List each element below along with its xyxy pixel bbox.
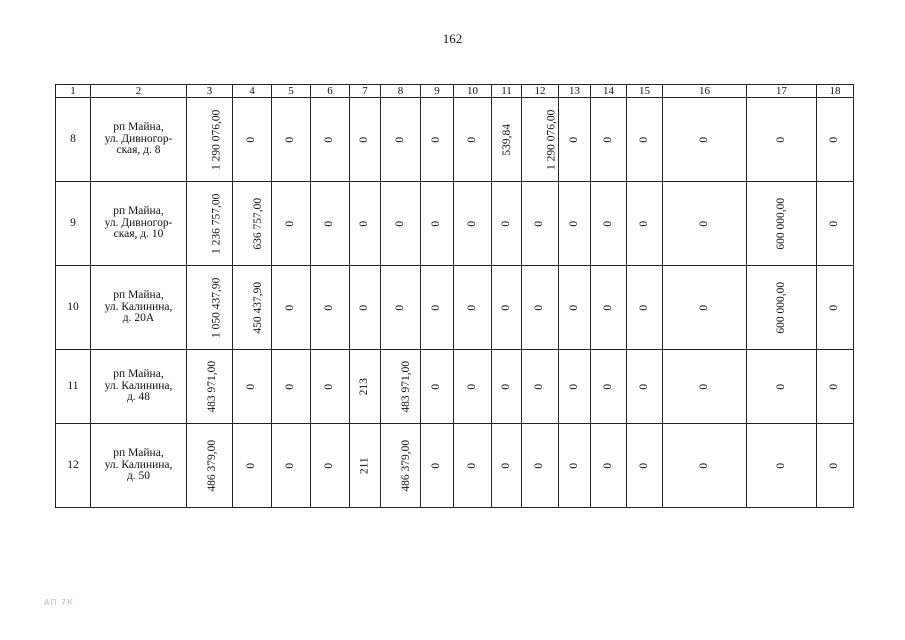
value-cell: [663, 98, 747, 182]
vertical-value: 0: [245, 136, 258, 143]
vertical-value: 0: [828, 220, 841, 227]
value-cell: [663, 424, 747, 508]
vertical-value: 0: [499, 304, 512, 311]
vertical-value: 0: [499, 383, 512, 390]
value-cell: [187, 182, 233, 266]
address-line: д. 48: [126, 391, 151, 404]
value-cell: [187, 266, 233, 350]
vertical-value: 0: [533, 462, 546, 469]
vertical-value: 0: [774, 136, 787, 143]
value-cell: [522, 266, 559, 350]
value-cell: [747, 182, 817, 266]
row-number: 12: [56, 424, 91, 508]
address-line: рп Майна,: [113, 447, 164, 460]
scan-mark: АП 7К: [44, 598, 74, 607]
vertical-value: 450 437,90: [252, 281, 265, 334]
vertical-value: 0: [430, 383, 443, 390]
value-cell: [421, 98, 454, 182]
vertical-value: 0: [358, 304, 371, 311]
vertical-value: 0: [393, 304, 406, 311]
value-cell: [492, 350, 522, 424]
address-line: рп Майна,: [113, 368, 164, 381]
address-line: ул. Калинина,: [104, 458, 173, 471]
value-cell: [381, 182, 421, 266]
header-cell: 4: [233, 85, 272, 98]
value-cell: [663, 266, 747, 350]
value-cell: [817, 350, 854, 424]
value-cell: [559, 98, 591, 182]
data-table: [55, 84, 854, 508]
value-cell: [272, 350, 311, 424]
value-cell: [454, 98, 492, 182]
value-cell: [350, 182, 381, 266]
value-cell: [492, 424, 522, 508]
vertical-value: 0: [828, 136, 841, 143]
value-cell: [454, 182, 492, 266]
header-cell: 11: [492, 85, 522, 98]
vertical-value: 636 757,00: [252, 197, 265, 250]
table-row: [56, 266, 854, 350]
header-cell: 13: [559, 85, 591, 98]
vertical-value: 0: [465, 220, 478, 227]
vertical-value: 0: [637, 304, 650, 311]
vertical-value: 486 379,00: [206, 439, 219, 492]
value-cell: [233, 424, 272, 508]
vertical-value: 0: [430, 220, 443, 227]
address-line: д. 20А: [122, 312, 155, 325]
value-cell: [591, 266, 627, 350]
vertical-value: 0: [284, 383, 297, 390]
vertical-value: 0: [323, 220, 336, 227]
value-cell: [421, 182, 454, 266]
value-cell: [187, 350, 233, 424]
vertical-value: 0: [499, 462, 512, 469]
vertical-value: 0: [601, 136, 614, 143]
value-cell: [381, 424, 421, 508]
address-line: ул. Дивногор-: [104, 132, 173, 145]
row-number: 9: [56, 182, 91, 266]
value-cell: [559, 266, 591, 350]
vertical-value: 0: [774, 383, 787, 390]
header-cell: 8: [381, 85, 421, 98]
header-cell: 9: [421, 85, 454, 98]
value-cell: [272, 266, 311, 350]
header-row: [56, 85, 854, 98]
header-cell: 2: [91, 85, 187, 98]
address-line: рп Майна,: [113, 205, 164, 218]
vertical-value: 0: [430, 136, 443, 143]
vertical-value: 0: [774, 462, 787, 469]
value-cell: [187, 98, 233, 182]
value-cell: [747, 98, 817, 182]
value-cell: [817, 424, 854, 508]
vertical-value: 0: [358, 220, 371, 227]
value-cell: [747, 424, 817, 508]
value-cell: [591, 350, 627, 424]
value-cell: [350, 98, 381, 182]
value-cell: [559, 182, 591, 266]
header-cell: 6: [311, 85, 350, 98]
vertical-value: 0: [697, 462, 710, 469]
vertical-value: 0: [245, 462, 258, 469]
vertical-value: 0: [323, 136, 336, 143]
vertical-value: 0: [601, 220, 614, 227]
header-cell: 5: [272, 85, 311, 98]
value-cell: [350, 266, 381, 350]
header-cell: 3: [187, 85, 233, 98]
value-cell: [311, 350, 350, 424]
address-cell: [91, 350, 187, 424]
vertical-value: 539,84: [501, 123, 514, 156]
vertical-value: 0: [499, 220, 512, 227]
vertical-value: 0: [601, 304, 614, 311]
value-cell: [627, 98, 663, 182]
address-cell: [91, 98, 187, 182]
vertical-value: 0: [567, 220, 580, 227]
value-cell: [187, 424, 233, 508]
value-cell: [233, 266, 272, 350]
value-cell: [747, 350, 817, 424]
vertical-value: 0: [637, 462, 650, 469]
address-line: ул. Дивногор-: [104, 216, 173, 229]
address-line: ская, д. 8: [116, 144, 161, 157]
vertical-value: 0: [323, 383, 336, 390]
value-cell: [591, 182, 627, 266]
vertical-value: 1 290 076,00: [545, 109, 558, 170]
header-cell: 12: [522, 85, 559, 98]
table-row: [56, 350, 854, 424]
header-cell: 17: [747, 85, 817, 98]
address-line: ул. Калинина,: [104, 379, 173, 392]
value-cell: [627, 424, 663, 508]
value-cell: [311, 266, 350, 350]
vertical-value: 0: [697, 304, 710, 311]
vertical-value: 0: [323, 304, 336, 311]
vertical-value: 0: [430, 304, 443, 311]
value-cell: [454, 350, 492, 424]
value-cell: [663, 182, 747, 266]
vertical-value: 213: [358, 377, 371, 396]
header-cell: 15: [627, 85, 663, 98]
vertical-value: 0: [567, 462, 580, 469]
vertical-value: 0: [637, 136, 650, 143]
vertical-value: 0: [828, 462, 841, 469]
value-cell: [454, 424, 492, 508]
vertical-value: 0: [567, 304, 580, 311]
value-cell: [421, 424, 454, 508]
value-cell: [311, 182, 350, 266]
vertical-value: 0: [430, 462, 443, 469]
value-cell: [311, 424, 350, 508]
row-number: 11: [56, 350, 91, 424]
value-cell: [663, 350, 747, 424]
vertical-value: 0: [567, 136, 580, 143]
address-cell: [91, 266, 187, 350]
value-cell: [591, 98, 627, 182]
vertical-value: 0: [828, 304, 841, 311]
value-cell: [381, 98, 421, 182]
vertical-value: 1 050 437,90: [210, 277, 223, 338]
vertical-value: 0: [567, 383, 580, 390]
vertical-value: 0: [465, 383, 478, 390]
value-cell: [747, 266, 817, 350]
value-cell: [381, 266, 421, 350]
value-cell: [627, 266, 663, 350]
value-cell: [311, 98, 350, 182]
vertical-value: 486 379,00: [400, 439, 413, 492]
vertical-value: 0: [533, 220, 546, 227]
value-cell: [559, 350, 591, 424]
vertical-value: 0: [637, 220, 650, 227]
vertical-value: 0: [393, 220, 406, 227]
vertical-value: 0: [697, 220, 710, 227]
vertical-value: 0: [533, 383, 546, 390]
value-cell: [350, 424, 381, 508]
vertical-value: 0: [465, 136, 478, 143]
vertical-value: 0: [697, 136, 710, 143]
vertical-value: 0: [637, 383, 650, 390]
value-cell: [817, 98, 854, 182]
vertical-value: 0: [828, 383, 841, 390]
value-cell: [233, 182, 272, 266]
vertical-value: 0: [284, 304, 297, 311]
address-line: ул. Калинина,: [104, 300, 173, 313]
table-row: [56, 182, 854, 266]
vertical-value: 0: [465, 304, 478, 311]
value-cell: [522, 182, 559, 266]
vertical-value: 211: [358, 457, 371, 474]
address-line: рп Майна,: [113, 121, 164, 134]
row-number: 10: [56, 266, 91, 350]
vertical-value: 0: [358, 136, 371, 143]
value-cell: [350, 350, 381, 424]
vertical-value: 0: [465, 462, 478, 469]
page-number: 162: [442, 31, 463, 46]
address-cell: [91, 182, 187, 266]
vertical-value: 600 000,00: [774, 197, 787, 250]
table-row: [56, 424, 854, 508]
vertical-value: 1 236 757,00: [210, 193, 223, 254]
vertical-value: 1 290 076,00: [210, 109, 223, 170]
address-line: д. 50: [126, 470, 151, 483]
vertical-value: 0: [601, 383, 614, 390]
value-cell: [492, 266, 522, 350]
value-cell: [233, 98, 272, 182]
vertical-value: 600 000,00: [774, 281, 787, 334]
row-number: 8: [56, 98, 91, 182]
value-cell: [817, 266, 854, 350]
vertical-value: 0: [393, 136, 406, 143]
vertical-value: 0: [323, 462, 336, 469]
value-cell: [522, 350, 559, 424]
header-cell: 18: [817, 85, 854, 98]
value-cell: [272, 424, 311, 508]
header-cell: 10: [454, 85, 492, 98]
value-cell: [381, 350, 421, 424]
vertical-value: 0: [284, 462, 297, 469]
value-cell: [272, 182, 311, 266]
value-cell: [559, 424, 591, 508]
vertical-value: 0: [245, 383, 258, 390]
value-cell: [522, 98, 559, 182]
vertical-value: 0: [284, 220, 297, 227]
header-cell: 14: [591, 85, 627, 98]
address-line: ская, д. 10: [113, 228, 164, 241]
value-cell: [421, 350, 454, 424]
vertical-value: 483 971,00: [206, 360, 219, 413]
header-cell: 7: [350, 85, 381, 98]
value-cell: [233, 350, 272, 424]
value-cell: [421, 266, 454, 350]
vertical-value: 0: [601, 462, 614, 469]
vertical-value: 483 971,00: [400, 360, 413, 413]
value-cell: [627, 350, 663, 424]
vertical-value: 0: [533, 304, 546, 311]
value-cell: [492, 182, 522, 266]
value-cell: [817, 182, 854, 266]
vertical-value: 0: [284, 136, 297, 143]
value-cell: [454, 266, 492, 350]
vertical-value: 0: [697, 383, 710, 390]
value-cell: [492, 98, 522, 182]
table-row: [56, 98, 854, 182]
header-cell: 1: [56, 85, 91, 98]
value-cell: [627, 182, 663, 266]
value-cell: [272, 98, 311, 182]
address-cell: [91, 424, 187, 508]
header-cell: 16: [663, 85, 747, 98]
value-cell: [591, 424, 627, 508]
value-cell: [522, 424, 559, 508]
address-line: рп Майна,: [113, 289, 164, 302]
